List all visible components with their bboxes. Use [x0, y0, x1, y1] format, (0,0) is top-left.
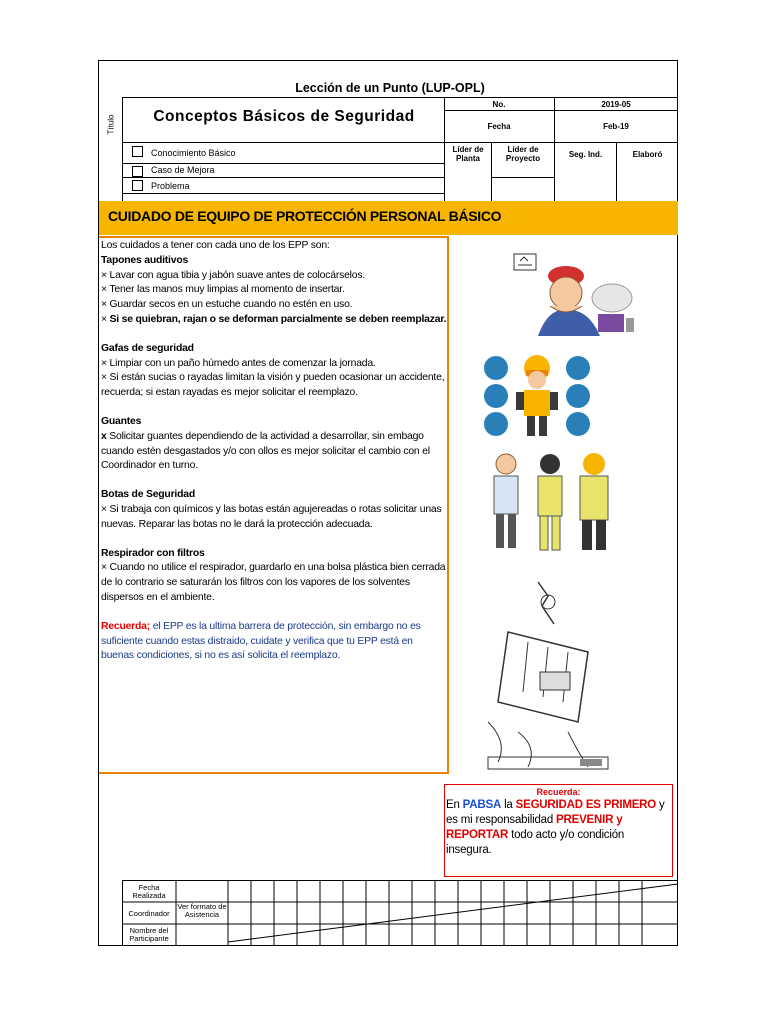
- option-caso-mejora: Caso de Mejora: [151, 165, 215, 175]
- titulo-label: Título: [106, 113, 116, 135]
- intro-text: Los cuidados a tener con cada uno de los EPP son:: [101, 240, 330, 251]
- tapones-item-3: × Guardar secos en un estuche cuando no estén en uso.: [101, 299, 353, 311]
- botas-title: Botas de Seguridad: [101, 489, 195, 501]
- ppe-icons-illustration: [480, 352, 620, 442]
- gafas-title: Gafas de seguridad: [101, 342, 194, 354]
- fecha-value: Feb-19: [603, 122, 629, 131]
- ver-formato-label: Ver formato de Asistencia: [177, 902, 227, 919]
- checkbox-conocimiento[interactable]: [132, 146, 143, 157]
- guantes-title: Guantes: [101, 415, 142, 427]
- elaboro-label: Elaboró: [632, 149, 663, 159]
- reminder-body: En PABSA la SEGURIDAD ES PRIMERO y es mi responsabilidad PREVENIR y REPORTAR todo acto y/o condición insegura.: [446, 799, 665, 856]
- option-conocimiento: Conocimiento Básico: [151, 148, 236, 158]
- recuerda-note: Recuerda; el EPP es la ultima barrera de protección, sin embargo no es suficiente cuando estas distraido, cuidate y verifica que tu EPP está en buenas condiciones, si no es así solicita el reemplazo.: [101, 620, 421, 662]
- gafas-item-2: × Si están sucias o rayadas limitan la visión y pueden ocasionar un accidente, recuerda; si estan rayadas es mejor solicitar el reemplazo.: [101, 372, 445, 399]
- gafas-item-1: × Limpiar con un paño húmedo antes de comenzar la jornada.: [101, 357, 376, 369]
- lider-planta-label: Líder de Planta: [452, 145, 484, 163]
- fecha-realizada-label: Fecha Realizada: [132, 882, 166, 900]
- checkbox-problema[interactable]: [132, 180, 143, 191]
- nombre-participante-label: Nombre del Participante: [129, 926, 169, 943]
- fecha-label: Fecha: [487, 122, 511, 131]
- lup-title: Lección de un Punto (LUP-OPL): [295, 81, 485, 95]
- seg-ind-label: Seg. Ind.: [568, 149, 603, 159]
- option-problema: Problema: [151, 181, 190, 191]
- checkbox-caso-mejora[interactable]: [132, 166, 143, 177]
- forklift-accident-illustration: [468, 572, 628, 777]
- botas-item-1: × Si trabaja con químicos y las botas están agujereadas o rotas solicitar unas nuevas. Reparar las botas no le dará la protección adecuada.: [101, 503, 442, 530]
- respirador-title: Respirador con filtros: [101, 547, 205, 559]
- main-title: Conceptos Básicos de Seguridad: [153, 108, 415, 125]
- tapones-title: Tapones auditivos: [101, 254, 189, 266]
- guantes-item-1: x Solicitar guantes dependiendo de la actividad a desarrollar, sin embago cuando estén desgastados y/o con ollos es mejor solicitar el cambio con el Coordinador en turno.: [101, 430, 430, 472]
- tapones-item-4: × Si se quiebran, rajan o se deforman parcialmente se deben reemplazar.: [101, 313, 447, 325]
- section-title: CUIDADO DE EQUIPO DE PROTECCIÓN PERSONAL BÁSICO: [108, 208, 502, 224]
- lider-proyecto-label: Líder de Proyecto: [505, 145, 541, 163]
- no-value: 2019-05: [601, 99, 631, 109]
- tapones-item-2: × Tener las manos muy limpias al momento de insertar.: [101, 284, 345, 296]
- protective-suits-illustration: [486, 448, 626, 558]
- content-text: [101, 239, 447, 664]
- no-label: No.: [492, 99, 506, 109]
- tapones-item-1: × Lavar con agua tibia y jabón suave antes de colocárselos.: [101, 269, 366, 281]
- reminder-title: Recuerda:: [536, 787, 581, 797]
- ear-protection-illustration: [508, 248, 638, 338]
- coordinador-label: Coordinador: [128, 908, 170, 918]
- respirador-item-1: × Cuando no utilice el respirador, guardarlo en una bolsa plástica bien cerrada de lo contrario se saturarán los filtros con los vapores de los solventes dispersos en el ambiente.: [101, 562, 446, 603]
